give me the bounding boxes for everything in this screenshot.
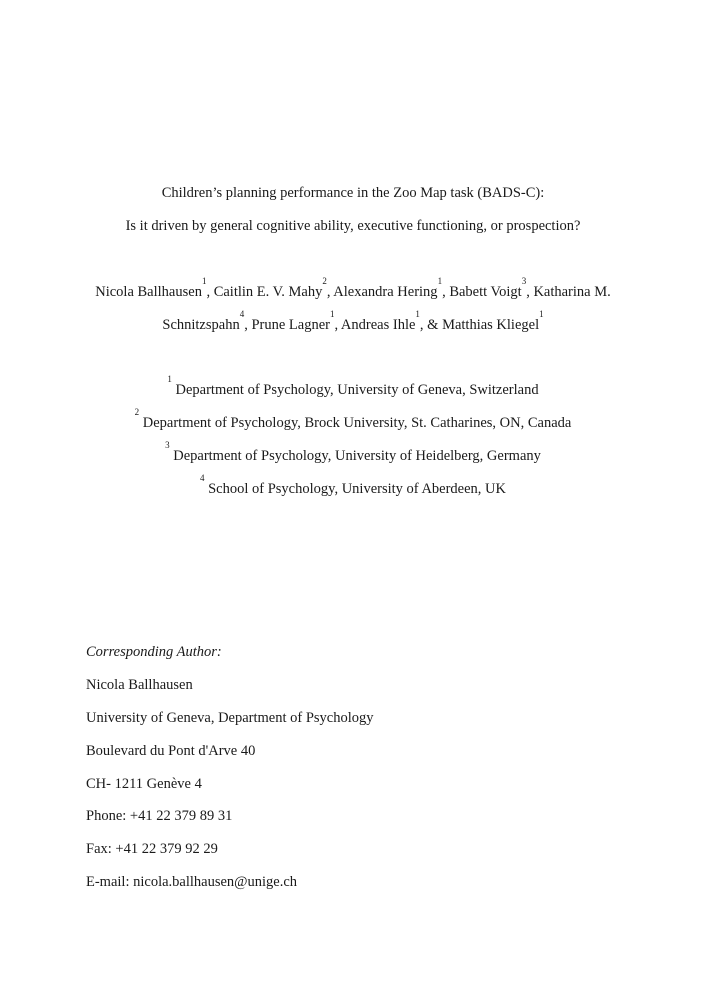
paper-title-line-1: Children’s planning performance in the Zoo Map task (BADS-C): [161,185,545,201]
author-name: Matthias Kliegel [442,317,540,333]
corresponding-author-street: Boulevard du Pont d'Arve 40 [86,743,256,759]
author-affiliation-mark: 1 [437,276,443,286]
author-list-line-2: Schnitzspahn$^4$, Prune Lagner$^1$, Andreas Ihle$^1$, & Matthias Kliegel$^1$ [162,309,544,333]
author-list-line-1: Nicola Ballhausen$^1$, Caitlin E. V. Mahy$^2$, Alexandra Hering$^1$, Babett Voigt$^3$, Katharina M. [95,276,611,300]
affiliation-number: 3 [165,440,170,450]
affiliation-3 [0,440,706,464]
corresponding-author-fax: Fax: +41 22 379 92 29 [86,841,218,857]
corresponding-author-email: E-mail: nicola.ballhausen@unige.ch [86,874,298,890]
affiliation-number: 2 [134,407,140,417]
author-affiliation-mark: 1 [329,309,335,319]
author-name: Alexandra Hering [333,284,438,300]
affiliation-2 [0,407,706,431]
author-affiliation-mark: 4 [239,309,245,319]
author-name-part: Schnitzspahn [162,317,240,333]
corresponding-author-heading: Corresponding Author: [86,644,222,660]
corresponding-author-institution: University of Geneva, Department of Psychology [86,710,374,726]
affiliation-text: Department of Psychology, University of Geneva, Switzerland [175,382,539,398]
author-name: Caitlin E. V. Mahy [213,284,323,300]
affiliation-number: 1 [167,374,172,384]
affiliation-4 [0,473,706,497]
paper-title-line-2: Is it driven by general cognitive ability, executive functioning, or prospection? [125,218,581,234]
author-affiliation-mark: 1 [539,309,544,319]
affiliation-text: Department of Psychology, University of Heidelberg, Germany [173,448,541,464]
author-affiliation-mark: 1 [415,309,420,319]
affiliation-text: Department of Psychology, Brock University, St. Catharines, ON, Canada [142,415,572,431]
author-affiliation-mark: 1 [201,276,207,286]
affiliation-1 [0,374,706,398]
author-name: Nicola Ballhausen [95,284,202,300]
author-name: Prune Lagner [251,317,330,333]
author-affiliation-mark: 2 [322,276,327,286]
affiliation-number: 4 [199,473,205,483]
author-name: Babett Voigt [449,284,522,300]
corresponding-author-name: Nicola Ballhausen [86,677,193,693]
author-affiliation-mark: 3 [521,276,527,286]
corresponding-author-phone: Phone: +41 22 379 89 31 [86,808,233,824]
affiliation-text: School of Psychology, University of Aberdeen, UK [208,481,506,497]
author-name: Andreas Ihle [340,317,416,333]
corresponding-author-city: CH- 1211 Genève 4 [86,776,202,792]
author-name-part: Katharina M. [533,284,611,300]
